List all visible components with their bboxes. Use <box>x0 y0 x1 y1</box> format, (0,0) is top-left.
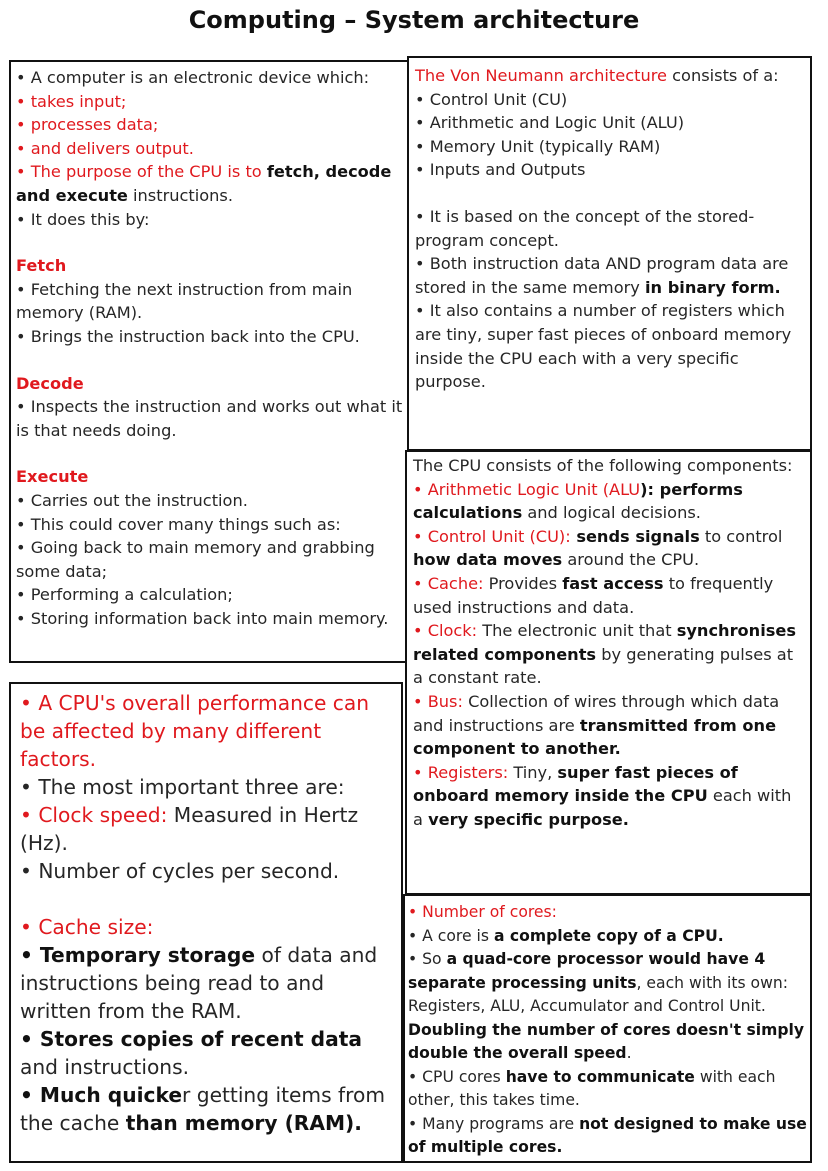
quicker-item: • Much quicker getting items from the cache than memory (RAM). <box>20 1083 385 1135</box>
list-item: • This could cover many things such as: <box>16 514 341 534</box>
clock-speed-item: • Clock speed: Measured in Hertz (Hz). <box>20 803 359 855</box>
page-title: Computing – System architecture <box>188 6 640 34</box>
registers-note: • It also contains a number of registers which are tiny, super fast pieces of onboard memory inside the CPU each with a very specific purpose. <box>415 301 792 392</box>
cpu-purpose-box <box>9 60 409 663</box>
list-item: • Storing information back into main memory. <box>16 608 389 628</box>
bus-item: • Bus: Collection of wires through which data and instructions are transmitted from one component to another. <box>413 691 780 759</box>
list-item: • Control Unit (CU) <box>415 89 568 109</box>
communication-item: • CPU cores have to communicate with each other, this takes time. <box>408 1067 776 1109</box>
decode-heading: Decode <box>16 373 84 393</box>
list-item: • Performing a calculation; <box>16 585 233 605</box>
list-item: • takes input; <box>16 91 127 111</box>
computer-definition: • A computer is an electronic device which: <box>16 68 370 87</box>
list-item: • and delivers output. <box>16 138 194 158</box>
recent-copies-item: • Stores copies of recent data and instructions. <box>20 1027 363 1079</box>
execute-heading: Execute <box>16 467 89 487</box>
list-item: • Fetching the next instruction from main memory (RAM). <box>16 279 353 323</box>
list-item: • Carries out the instruction. <box>16 490 248 510</box>
list-item: • Memory Unit (typically RAM) <box>415 136 661 156</box>
cache-size-heading: • Cache size: <box>20 915 154 939</box>
multicore-programs-item: • Many programs are not designed to make use of multiple cores. <box>408 1114 807 1156</box>
list-item: • Arithmetic and Logic Unit (ALU) <box>415 113 685 133</box>
does-this-by: • It does this by: <box>16 209 150 229</box>
fetch-heading: Fetch <box>16 256 67 276</box>
alu-item: • Arithmetic Logic Unit (ALU): performs calculations and logical decisions. <box>413 479 743 523</box>
list-item: • Inputs and Outputs <box>415 160 586 180</box>
cores-heading: • Number of cores: <box>408 903 557 921</box>
cpu-cores-box <box>403 894 812 1163</box>
registers-item: • Registers: Tiny, super fast pieces of onboard memory inside the CPU each with a very specific purpose. <box>413 762 792 829</box>
core-definition: • A core is a complete copy of a CPU. <box>408 926 724 945</box>
clock-item: • Clock: The electronic unit that synchronises related components by generating pulses at a constant rate. <box>413 621 796 688</box>
cpu-performance-box <box>9 682 403 1163</box>
cpu-components-box <box>405 450 812 895</box>
stored-program-concept: • It is based on the concept of the stored-program concept. <box>415 206 755 250</box>
quad-core-item: • So a quad-core processor would have 4 separate processing units, each with its own: Registers, ALU, Accumulator and Control Unit. Doubling the number of cores doesn't simply double the overall speed. <box>408 950 805 1062</box>
temporary-storage-item: • Temporary storage of data and instructions being read to and written from the RAM. <box>20 943 378 1023</box>
von-neumann-intro: The Von Neumann architecture consists of a: <box>415 66 779 85</box>
performance-intro: • A CPU's overall performance can be affected by many different factors. <box>20 691 370 771</box>
cpu-purpose: • The purpose of the CPU is to fetch, decode and execute instructions. <box>16 162 392 205</box>
von-neumann-box <box>407 56 812 451</box>
components-intro: The CPU consists of the following components: <box>413 456 793 475</box>
cache-item: • Cache: Provides fast access to frequently used instructions and data. <box>413 573 774 617</box>
list-item: • Brings the instruction back into the CPU. <box>16 326 360 346</box>
list-item: • Inspects the instruction and works out what it is that needs doing. <box>16 397 403 440</box>
cu-item: • Control Unit (CU): sends signals to control how data moves around the CPU. <box>413 526 783 570</box>
list-item: • processes data; <box>16 115 159 135</box>
binary-storage: • Both instruction data AND program data are stored in the same memory in binary form. <box>415 254 789 297</box>
list-item: • Going back to main memory and grabbing some data; <box>16 538 375 581</box>
list-item: • The most important three are: <box>20 775 345 799</box>
list-item: • Number of cycles per second. <box>20 859 340 883</box>
